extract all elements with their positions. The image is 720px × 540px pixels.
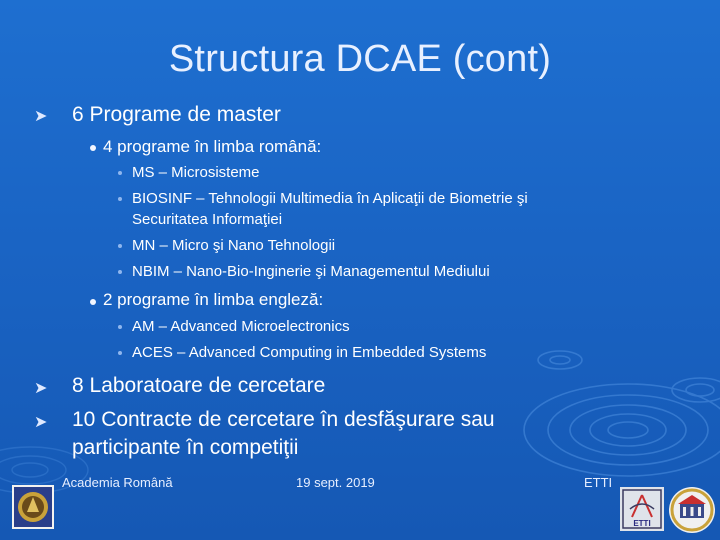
small-dot-icon <box>118 270 122 274</box>
program-mn: MN – Micro şi Nano Tehnologii <box>132 237 336 254</box>
slide-title: Structura DCAE (cont) <box>168 38 552 80</box>
footer-right: ETTI <box>584 475 613 490</box>
small-dot-icon <box>118 197 122 201</box>
academia-romana-logo <box>12 485 54 529</box>
arrowhead-icon: ➤ <box>34 414 48 431</box>
bullet-master-programs: 6 Programe de master <box>72 103 281 126</box>
arrowhead-icon: ➤ <box>34 108 48 125</box>
program-ms: MS – Microsisteme <box>132 164 260 181</box>
etti-logo-text: ETTI <box>633 519 651 528</box>
program-nbim: NBIM – Nano-Bio-Inginerie şi Managementul Mediului <box>132 263 490 280</box>
bullet-laboratories: 8 Laboratoare de cercetare <box>72 374 326 397</box>
bullet-contracts: 10 Contracte de cercetare în desfăşurare sau <box>72 408 495 431</box>
footer-left: Academia Română <box>62 475 173 490</box>
arrowhead-icon: ➤ <box>34 380 48 397</box>
dot-icon <box>90 299 96 305</box>
small-dot-icon <box>118 171 122 175</box>
program-am: AM – Advanced Microelectronics <box>132 318 350 335</box>
footer-date: 19 sept. 2019 <box>296 475 375 490</box>
bullet-contracts-cont: participante în competiţii <box>72 436 299 459</box>
bullet-romanian-programs: 4 programe în limba română: <box>103 137 322 156</box>
program-aces: ACES – Advanced Computing in Embedded Systems <box>132 344 487 361</box>
bullet-english-programs: 2 programe în limba engleză: <box>103 290 324 309</box>
university-logo <box>668 486 716 534</box>
program-biosinf: BIOSINF – Tehnologii Multimedia în Aplicaţii de Biometrie şi <box>132 190 528 207</box>
small-dot-icon <box>118 244 122 248</box>
small-dot-icon <box>118 351 122 355</box>
small-dot-icon <box>118 325 122 329</box>
etti-logo <box>620 487 664 531</box>
program-biosinf-cont: Securitatea Informaţiei <box>132 211 283 228</box>
dot-icon <box>90 145 96 151</box>
